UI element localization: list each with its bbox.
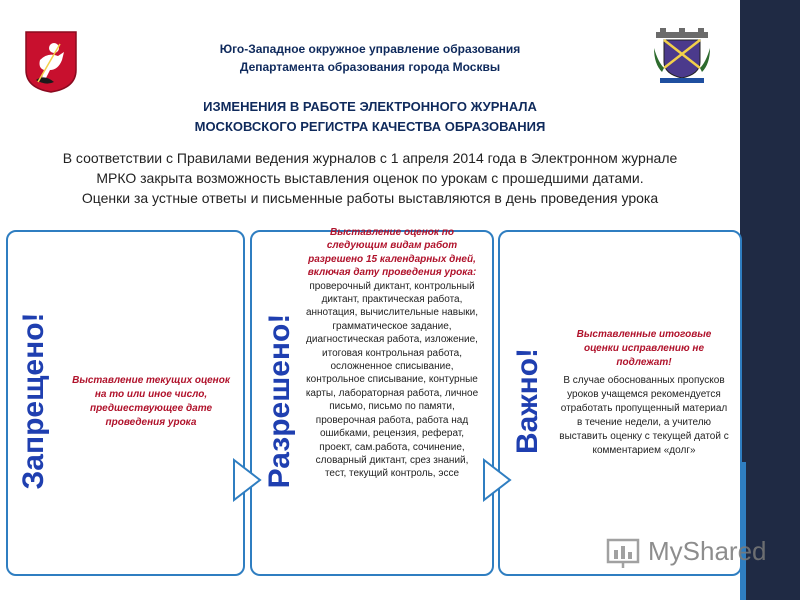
important-heading-wrapper [508,232,548,570]
allowed-heading: Разрешено! [263,313,296,489]
watermark-logo-icon [606,536,644,570]
right-sidebar-bar [740,0,800,600]
important-content [558,328,730,458]
arrow-right-icon [482,458,512,502]
forbidden-text: Выставление текущих оценок на то или иное число, предшествующее дате проведения урока [72,375,230,428]
organization-line-1: Юго-Западное окружное управление образования [219,42,521,56]
slide-title-line-2: МОСКОВСКОГО РЕГИСТРА КАЧЕСТВА ОБРАЗОВАНИЯ [194,119,546,134]
intro-line-2: МРКО закрыта возможность выставления оценок по урокам с прошедшими датами. [96,170,644,186]
important-box [498,230,742,576]
important-heading: Важно! [511,347,544,455]
important-emphasis-text: Выставленные итоговые оценки исправлению не подлежат! [576,329,712,368]
intro-paragraph [10,148,730,208]
allowed-content [304,226,480,481]
forbidden-box [6,230,245,576]
important-body-text: В случае обоснованных пропусков уроков учащемся рекомендуется отработать пропущенный материал в течение недели, а учителю выставить оценку с текущей датой с комментарием «долг» [559,375,729,456]
district-emblem-icon [652,28,712,86]
intro-line-1: В соответствии с Правилами ведения журналов с 1 апреля 2014 года в Электронном журнале [62,150,678,166]
watermark-text: MyShared [648,536,767,566]
allowed-box [250,227,494,576]
allowed-emphasis-text: Выставление оценок по следующим видам работ разрешено 15 календарных дней, включая дату проведения урока: [307,227,477,279]
intro-line-3: Оценки за устные ответы и письменные работы выставляются в день проведения урока [81,190,659,206]
slide-title-line-1: ИЗМЕНЕНИЯ В РАБОТЕ ЭЛЕКТРОННОГО ЖУРНАЛА [203,99,537,114]
forbidden-heading-wrapper [14,232,54,570]
allowed-work-types-list: проверочный диктант, контрольный диктант, практическая работа, аннотация, вычислительные навыки, грамматическое задание, диагностическая работа, изложение, итоговая контрольная работа, осложненное списывание, контрольное списывание, контурные карты, лабораторная работа, личное письмо, письмо по памяти, проверочная работа, работа над ошибками, рецензия, реферат, проект, сам.работа, сочинение, словарный диктант, срез знаний, тест, текущий контроль, эссе [305,280,479,480]
moscow-coat-of-arms-icon [24,30,78,94]
allowed-heading-wrapper [260,232,300,570]
organization-line-2: Департамента образования города Москвы [239,60,501,74]
forbidden-heading: Запрещено! [17,312,50,490]
arrow-right-icon [232,458,262,502]
